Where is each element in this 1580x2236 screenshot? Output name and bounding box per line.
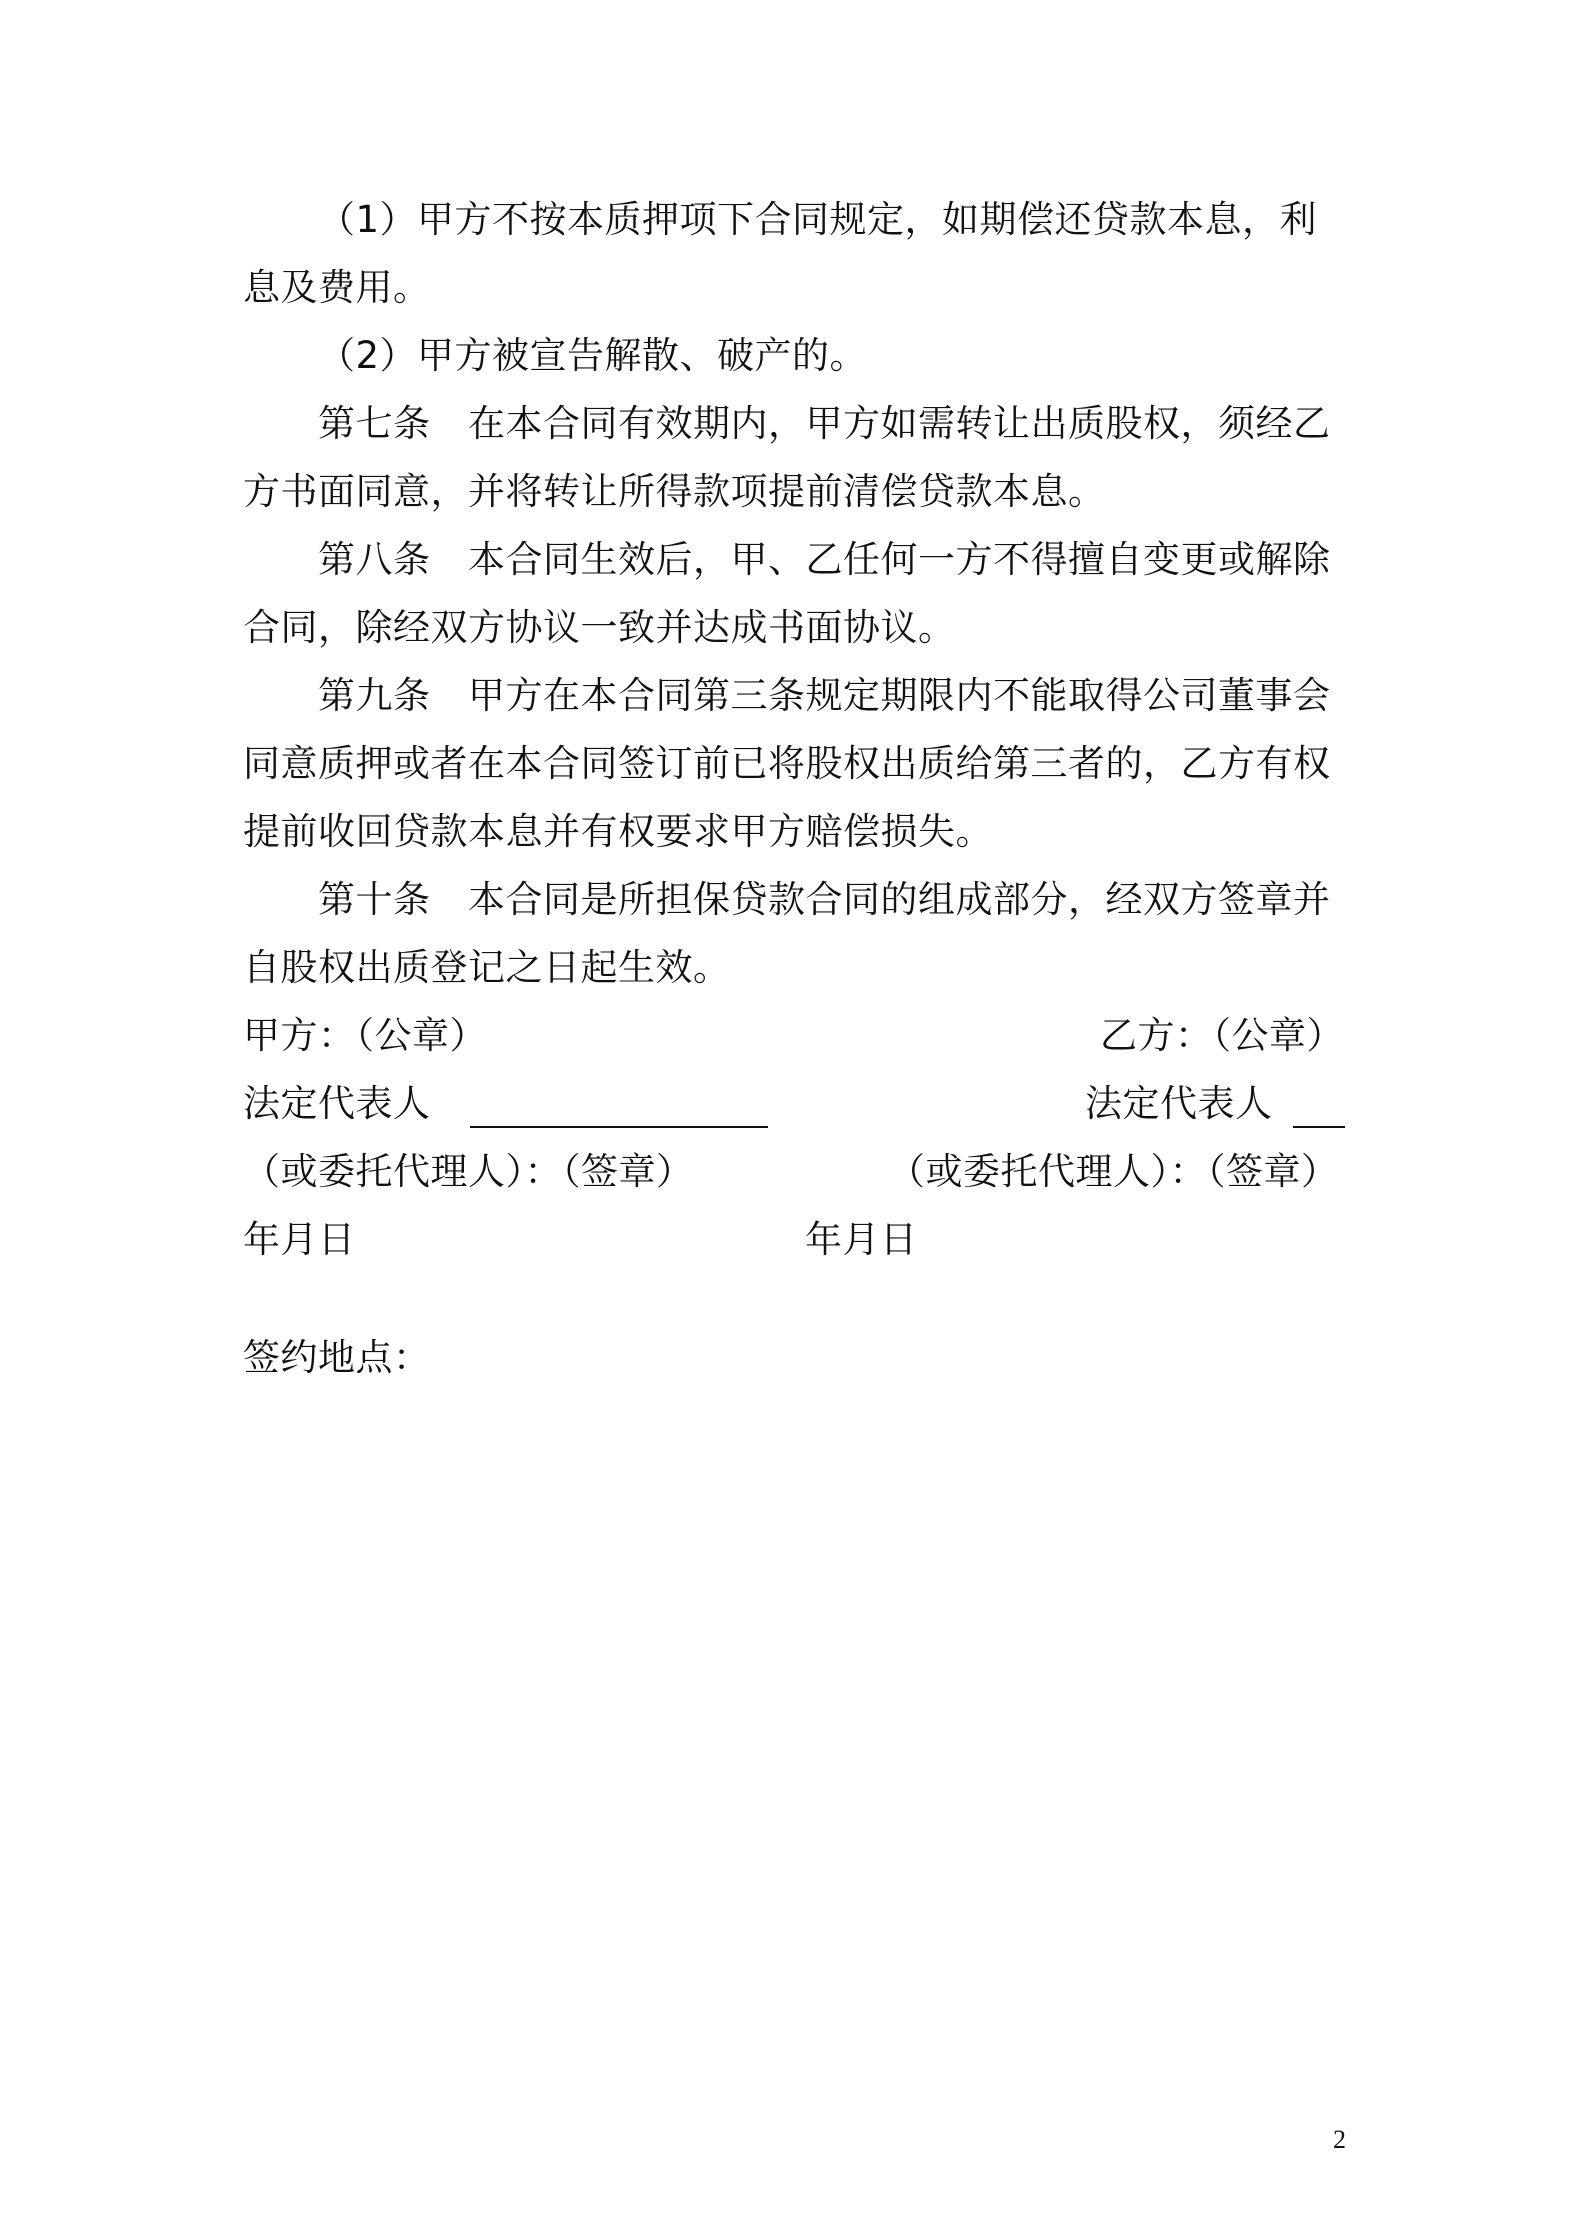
party-b-date: 年月日 — [805, 1218, 918, 1261]
party-a-signature-line — [470, 1126, 768, 1128]
article-7-text: 在本合同有效期内，甲方如需转让出质股权，须经乙 — [468, 402, 1331, 445]
article-9-text: 甲方在本合同第三条规定期限内不能取得公司董事会 — [468, 674, 1331, 717]
party-a-agent: （或委托代理人）：（签章） — [243, 1150, 694, 1193]
article-9-line-2: 同意质押或者在本合同签订前已将股权出质给第三者的，乙方有权 — [243, 742, 1331, 785]
signing-location: 签约地点： — [243, 1336, 431, 1379]
article-9-label: 第九条 — [318, 674, 431, 717]
article-10-label: 第十条 — [318, 878, 431, 921]
article-10-line-1 — [318, 878, 1331, 922]
party-b-signature-line — [1293, 1126, 1345, 1128]
article-7-line-2: 方书面同意，并将转让所得款项提前清偿贷款本息。 — [243, 470, 1106, 513]
party-a-seal: 甲方：（公章） — [243, 1014, 487, 1057]
party-b-legal-rep: 法定代表人 — [1085, 1082, 1273, 1125]
page-number: 2 — [1333, 2125, 1346, 2154]
article-9-line-3: 提前收回贷款本息并有权要求甲方赔偿损失。 — [243, 810, 993, 853]
party-b-agent: （或委托代理人）：（签章） — [888, 1150, 1339, 1193]
item-1-line-1: （1）甲方不按本质押项下合同规定，如期偿还贷款本息，利 — [318, 198, 1318, 241]
article-7-line-1 — [318, 402, 1331, 446]
article-10-line-2: 自股权出质登记之日起生效。 — [243, 946, 731, 989]
party-a-legal-rep: 法定代表人 — [243, 1082, 431, 1125]
article-10-text: 本合同是所担保贷款合同的组成部分，经双方签章并 — [468, 878, 1331, 921]
article-8-line-2: 合同，除经双方协议一致并达成书面协议。 — [243, 606, 956, 649]
item-2-line-1: （2）甲方被宣告解散、破产的。 — [318, 334, 868, 377]
article-9-line-1 — [318, 674, 1331, 718]
article-7-label: 第七条 — [318, 402, 431, 445]
article-8-label: 第八条 — [318, 538, 431, 581]
party-b-seal: 乙方：（公章） — [1100, 1014, 1344, 1057]
party-a-date: 年月日 — [243, 1218, 356, 1261]
item-1-line-2: 息及费用。 — [243, 266, 431, 309]
article-8-line-1 — [318, 538, 1331, 582]
article-8-text: 本合同生效后，甲、乙任何一方不得擅自变更或解除 — [468, 538, 1331, 581]
